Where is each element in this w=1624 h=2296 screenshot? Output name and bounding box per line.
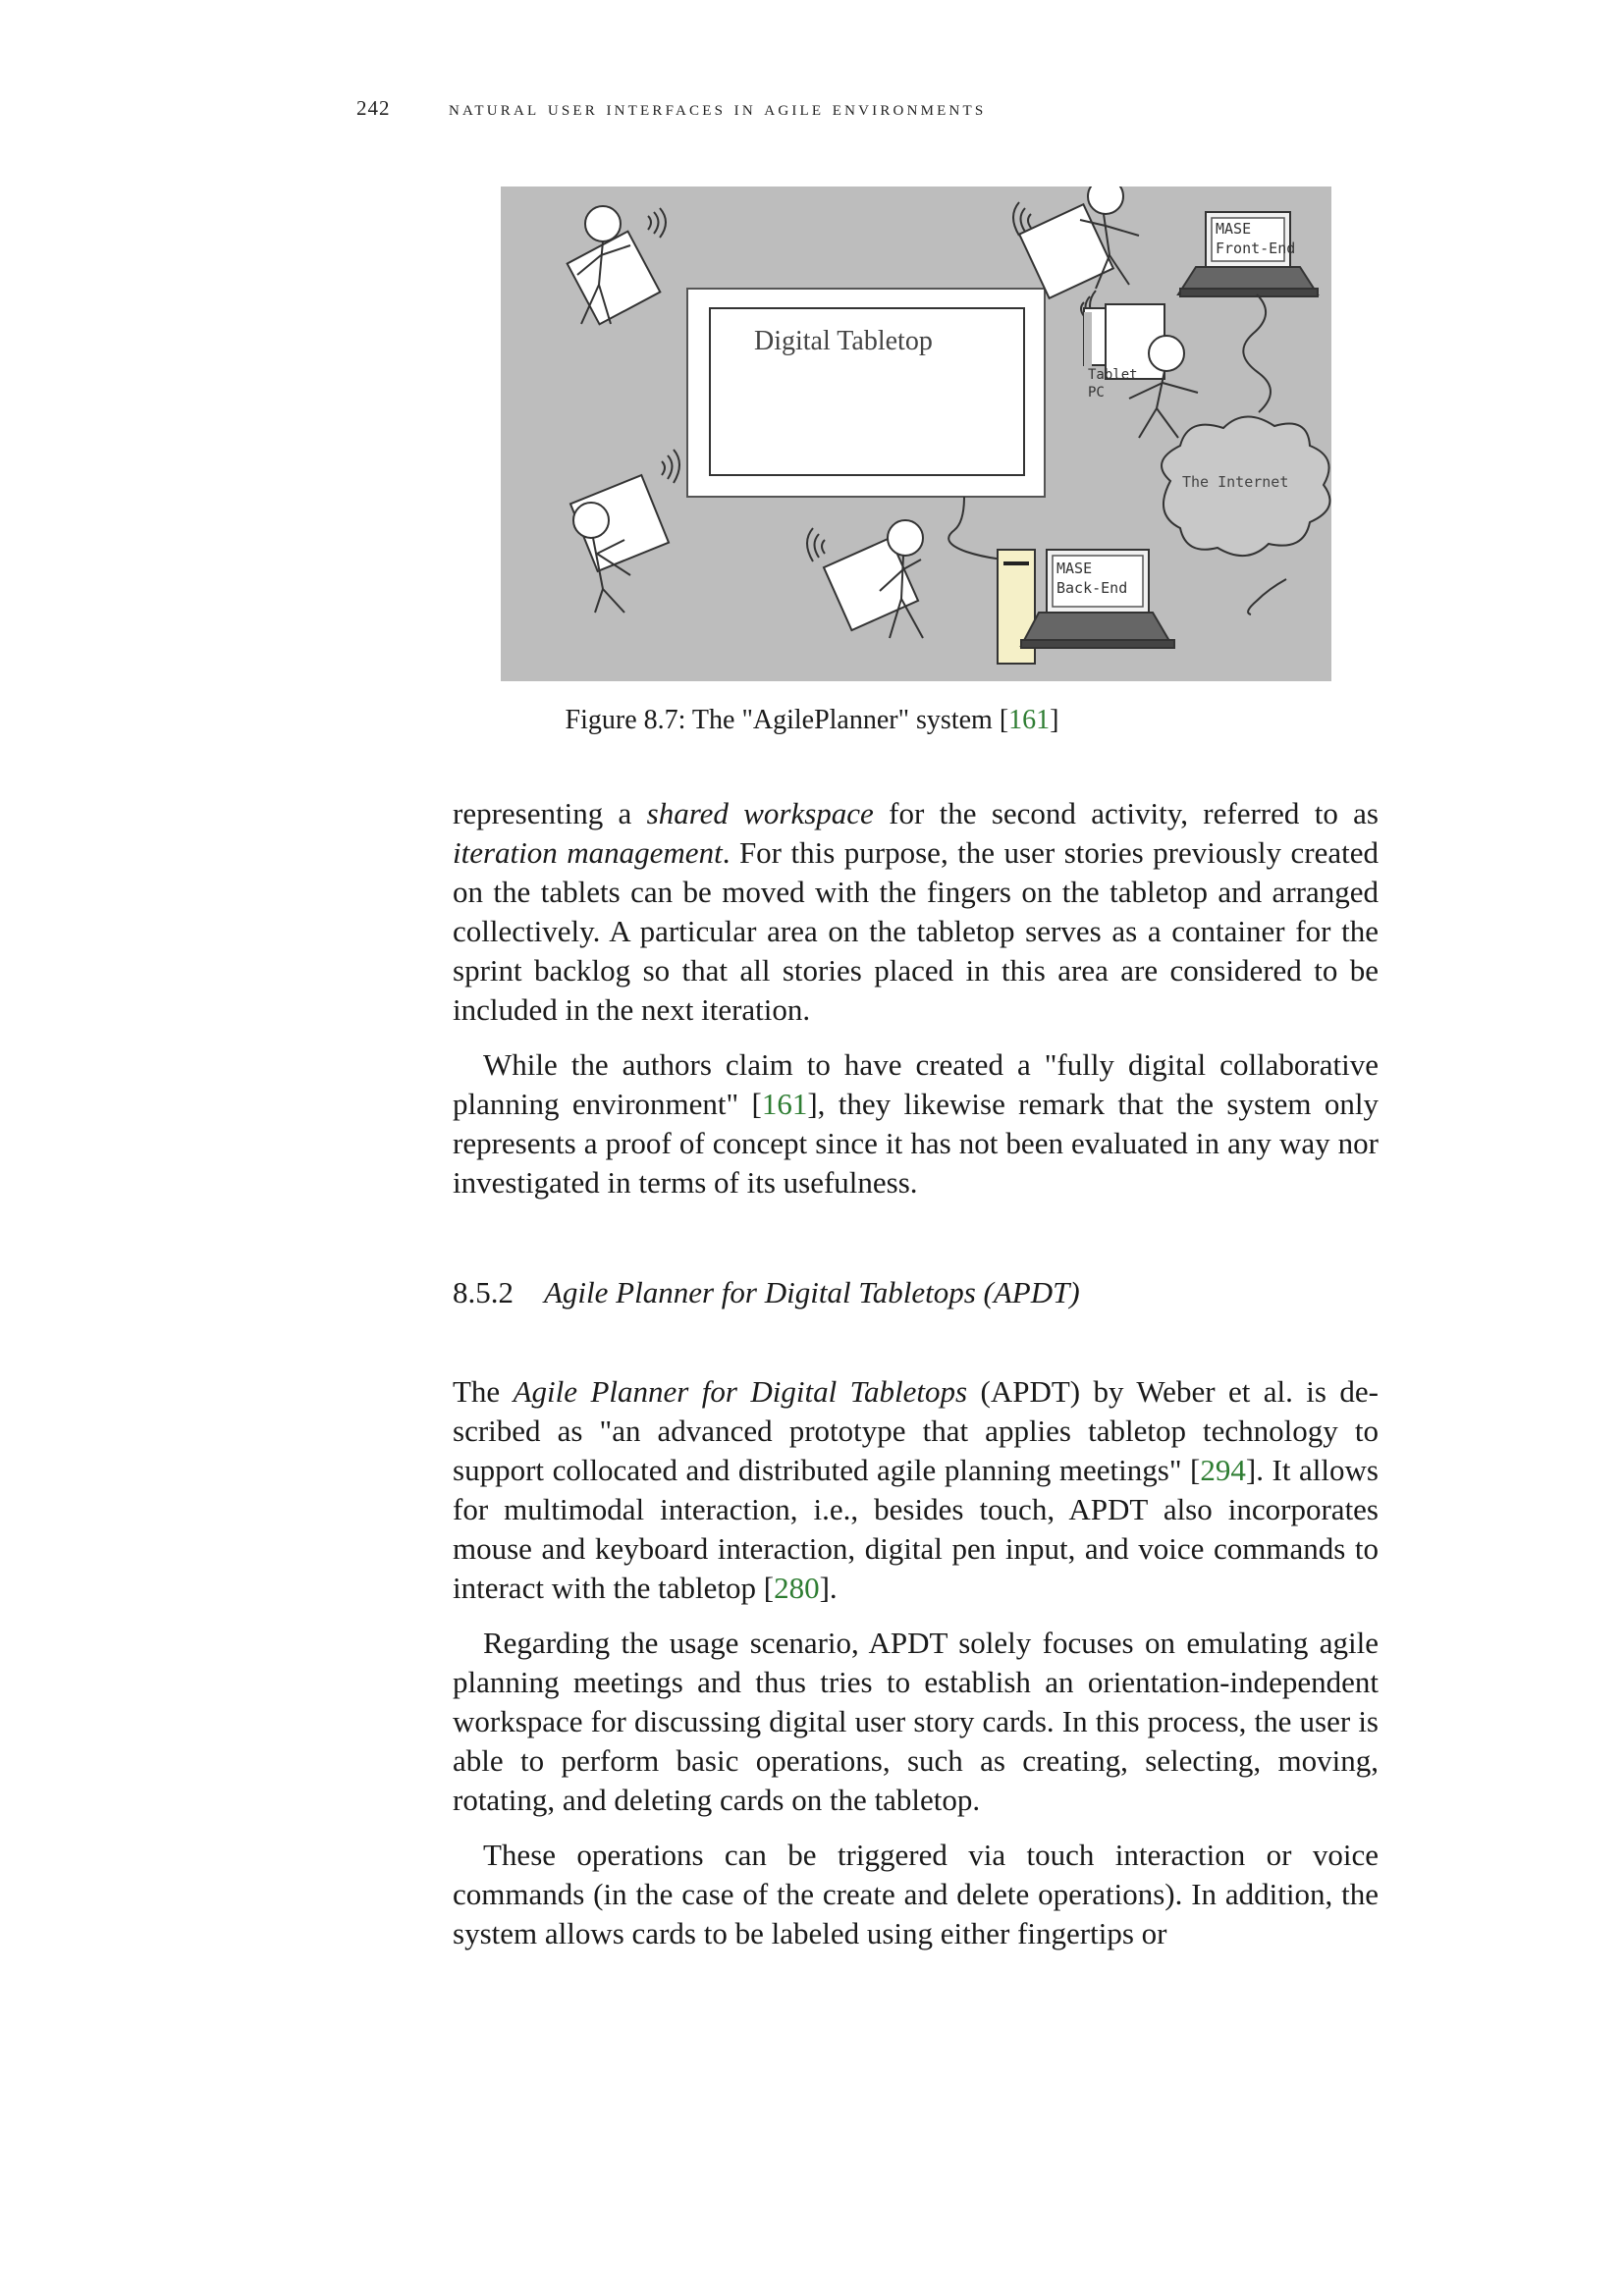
p3-citation-link-294[interactable]: 294 (1200, 1453, 1246, 1487)
section-heading (453, 1275, 1080, 1310)
p3-text-2: (APDT) by Weber et al. is described as "an advanced prototype that applies tabletop technology to support collocated and distributed agile planning meetings" [ (453, 1374, 1379, 1487)
body-text-block-2 (453, 1372, 1379, 1953)
paragraph-3 (453, 1372, 1379, 1608)
p1-emphasis-iteration-management: iteration management (453, 835, 723, 870)
p3-emphasis-apdt: Agile Planner for Digital Tabletops (513, 1374, 968, 1409)
running-title: natural user interfaces in agile environments (449, 96, 987, 120)
caption-citation-link[interactable]: 161 (1008, 705, 1051, 735)
person-bottom-left (570, 450, 679, 613)
p3-text-1: The (453, 1374, 514, 1409)
caption-suffix: ] (1050, 705, 1059, 735)
section-number: 8.5.2 (453, 1275, 514, 1309)
tablet-label-1: Tablet (1088, 367, 1138, 383)
p1-emphasis-shared-workspace: shared workspace (646, 796, 874, 830)
cable-front-to-cloud (1243, 294, 1271, 412)
p3-citation-link-280[interactable]: 280 (774, 1571, 820, 1605)
p3-text-3: ]. It allows for multimodal interaction, i.e., besides touch, APDT also incorporates mouse and keyboard interaction, digital pen input, and voice commands to interact with the tabletop [ (453, 1453, 1379, 1605)
p2-citation-link[interactable]: 161 (761, 1087, 808, 1121)
agileplanner-diagram (501, 187, 1331, 681)
person-tablet-pc (1081, 291, 1198, 438)
front-end-label-1: MASE (1216, 220, 1252, 238)
page-number: 242 (356, 96, 391, 120)
back-end-label-1: MASE (1056, 560, 1093, 577)
p3-text-4: ]. (819, 1571, 838, 1605)
figure-caption (0, 705, 1624, 736)
paragraph-1 (453, 794, 1379, 1030)
tabletop-label: Digital Tabletop (754, 326, 933, 356)
section-title: Agile Planner for Digital Tabletops (APDT) (544, 1275, 1080, 1309)
cable-cloud-to-back (1248, 579, 1286, 614)
person-top-middle (1013, 187, 1139, 298)
body-text-block-1 (453, 794, 1379, 1202)
running-header (356, 96, 1378, 121)
back-end-label-2: Back-End (1056, 579, 1128, 597)
person-top-left (568, 206, 666, 324)
figure-agileplanner (501, 187, 1331, 681)
p1-text-2: for the second activity, referred to as (873, 796, 1379, 830)
internet-label: The Internet (1182, 473, 1289, 491)
paragraph-5: These operations can be triggered via touch interaction or voice commands (in the case of the create and delete operations). In addition, the system allows cards to be labeled using either fingertips or (453, 1838, 1379, 1950)
p2-text-2: ], they likewise remark that the system only represents a proof of concept since it has not been evaluated in any way nor investigated in terms of its usefulness. (453, 1087, 1379, 1200)
tablet-label-2: PC (1088, 385, 1105, 400)
paragraph-4: Regarding the usage scenario, APDT solely focuses on emulating agile planning meetings and thus tries to establish an orientation-independent workspace for discussing digital user story cards. In this process, the user is able to perform basic operations, such as creating, selecting, moving, rotating, and deleting cards on the tabletop. (453, 1626, 1379, 1817)
caption-prefix: Figure 8.7: The "AgilePlanner" system [ (565, 705, 1009, 735)
person-bottom-middle (807, 520, 923, 638)
front-end-label-2: Front-End (1216, 240, 1296, 257)
paragraph-2 (453, 1045, 1379, 1202)
p1-text-3: . For this purpose, the user stories previously created on the tablets can be moved with the fingers on the tabletop and arranged collectively. A particular area on the tabletop serves as a container for the sprint backlog so that all stories placed in this area are considered to be included in the next iteration. (453, 835, 1379, 1027)
p1-text-1: representing a (453, 796, 647, 830)
p2-text-1: While the authors claim to have created a "fully digital collaborative planning environment" [ (453, 1047, 1379, 1121)
